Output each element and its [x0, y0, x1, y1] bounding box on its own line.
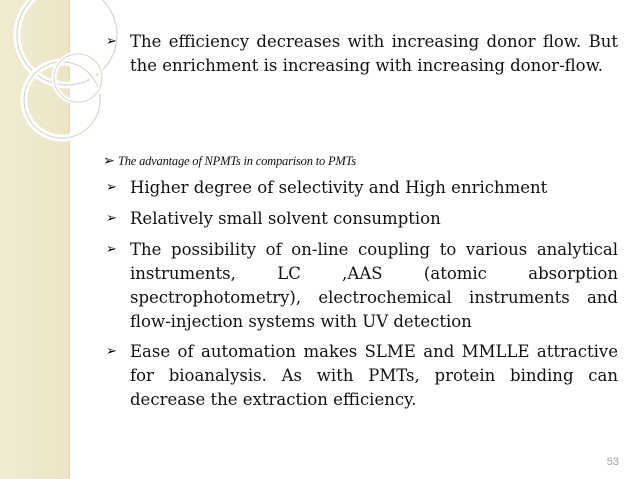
bullet-arrow-icon: ➢ — [106, 180, 117, 195]
bullet-arrow-icon: ➢ — [106, 344, 117, 359]
bullet-text: The advantage of NPMTs in comparison to PMTs — [118, 154, 356, 168]
bullet-arrow-icon: ➢ — [103, 153, 115, 169]
bullet-arrow-icon: ➢ — [106, 34, 117, 49]
bullet-text: Ease of automation makes SLME and MMLLE attractive for bioanalysis. As with PMTs, protein binding can decrease the extraction efficiency. — [130, 342, 618, 409]
slide-content — [103, 0, 618, 479]
bullet-text: Relatively small solvent consumption — [130, 209, 441, 228]
bullet-arrow-icon: ➢ — [106, 242, 117, 257]
bullet-text: The efficiency decreases with increasing donor flow. But the enrichment is increasing with increasing donor-flow. — [130, 32, 618, 75]
bullet-arrow-icon: ➢ — [106, 211, 117, 226]
bullet-text: Higher degree of selectivity and High enrichment — [130, 178, 548, 197]
bullet-text: The possibility of on-line coupling to various analytical instruments, LC ,AAS (atomic absorption spectrophotometry), electrochemical instruments and flow-injection systems with UV detection — [130, 240, 618, 331]
page-number: 53 — [606, 456, 619, 468]
